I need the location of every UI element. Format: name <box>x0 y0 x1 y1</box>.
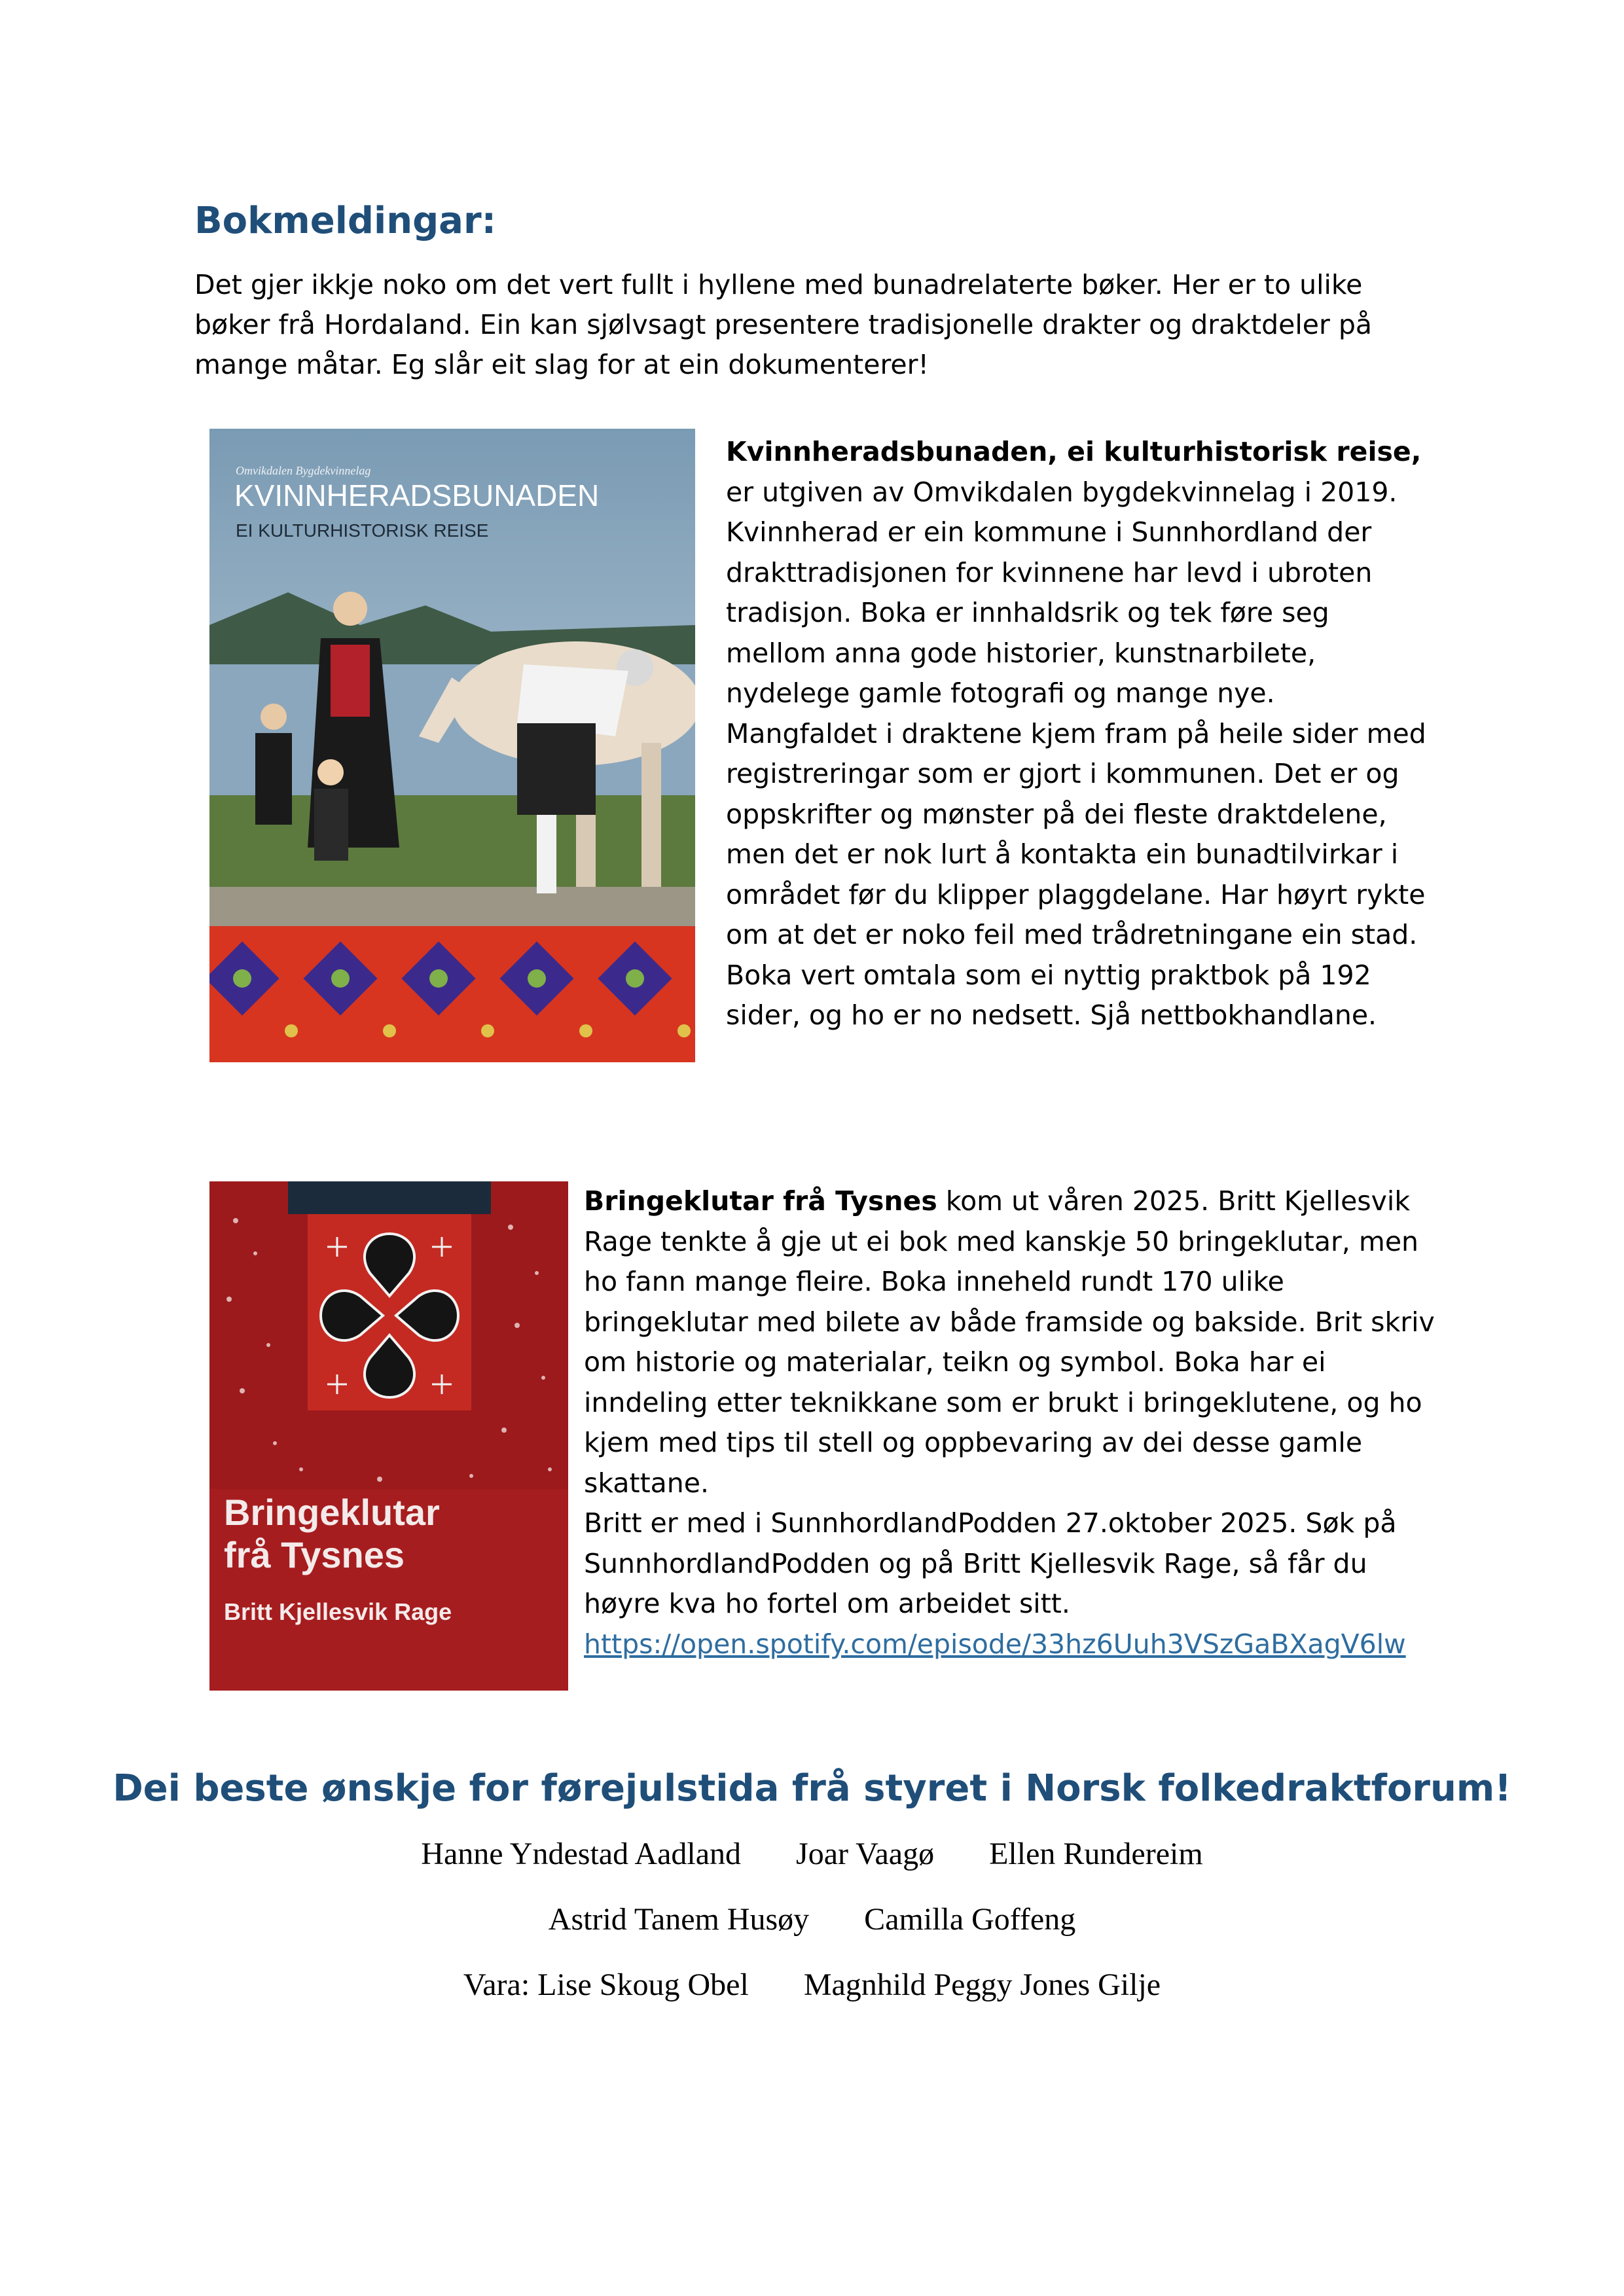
book-cover-bringeklutar <box>209 1181 568 1691</box>
board-row-1 <box>0 1836 1624 1872</box>
board-member: Ellen Rundereim <box>989 1837 1203 1871</box>
cover-illustration <box>209 1181 568 1691</box>
cover-illustration <box>209 429 695 1062</box>
intro-paragraph: Det gjer ikkje noko om det vert fullt i hyllene med bunadrelaterte bøker. Her er to ulike bøker frå Hordaland. Ein kan sjølvsagt presentere tradisjonelle drakter og draktdeler på mange måtar. Eg slår eit slag for at ein dokumenterer! <box>194 269 1372 380</box>
cover-author: Britt Kjellesvik Rage <box>224 1598 452 1625</box>
cover-title-line2: frå Tysnes <box>224 1534 405 1575</box>
section-heading: Bokmeldingar: <box>194 200 496 242</box>
review-kvinnheradsbunaden <box>726 432 1433 1036</box>
cover-title-line1: Bringeklutar <box>224 1492 440 1533</box>
board-member: Joar Vaagø <box>796 1837 935 1871</box>
board-row-3 <box>0 1967 1624 2003</box>
book-title: Kvinnheradsbunaden, ei kulturhistorisk reise, <box>726 436 1422 467</box>
board-row-2 <box>0 1901 1624 1937</box>
board-member: Vara: Lise Skoug Obel <box>463 1967 749 2002</box>
greeting-heading: Dei beste ønskje for førejulstida frå styret i Norsk folkedraktforum! <box>113 1767 1511 1810</box>
review-text: kom ut våren 2025. Britt Kjellesvik Rage tenkte å gje ut ei bok med kanskje 50 bringeklutar, men ho fann mange fleire. Boka inneheld rundt 170 ulike bringeklutar med bilete av både framside og bakside. Brit skriv om historie og materialar, teikn og symbol. Boka har ei inndeling etter teknikkane som er brukt i bringeklutene, og ho kjem med tips til stell og oppbevaring av dei desse gamle skattane. <box>584 1185 1435 1499</box>
board-member: Camilla Goffeng <box>864 1902 1076 1937</box>
cover-subtitle: EI KULTURHISTORISK REISE <box>236 520 489 541</box>
podcast-text: Britt er med i SunnhordlandPodden 27.oktober 2025. Søk på SunnhordlandPodden og på Britt Kjellesvik Rage, så får du høyre kva ho fortel om arbeidet sitt. <box>584 1507 1397 1619</box>
book-title: Bringeklutar frå Tysnes <box>584 1185 937 1217</box>
board-member: Hanne Yndestad Aadland <box>421 1837 742 1871</box>
review-bringeklutar <box>584 1181 1435 1664</box>
review-text: er utgiven av Omvikdalen bygdekvinnelag i 2019. Kvinnherad er ein kommune i Sunnhordland der drakttradisjonen for kvinnene har levd i ubroten tradisjon. Boka er innhaldsrik og tek føre seg mellom anna gode historier, kunstnarbilete, nydelege gamle fotografi og mange nye. Mangfaldet i draktene kjem fram på heile sider med registreringar som er gjort i kommunen. Det er og oppskrifter og mønster på dei fleste draktdelene, men det er nok lurt å kontakta ein bunadtilvirkar i området før du klipper plaggdelane. Har høyrt rykte om at det er noko feil med trådretningane ein stad. Boka vert omtala som ei nyttig praktbok på 192 sider, og ho er no nedsett. Sjå nettbokhandlane. <box>726 476 1426 1031</box>
book-cover-kvinnheradsbunaden <box>209 429 695 1062</box>
board-member: Magnhild Peggy Jones Gilje <box>803 1967 1161 2002</box>
cover-title: KVINNHERADSBUNADEN <box>234 478 600 512</box>
board-member: Astrid Tanem Husøy <box>548 1902 810 1937</box>
spotify-link[interactable]: https://open.spotify.com/episode/33hz6Uuh3VSzGaBXagV6lw <box>584 1628 1406 1660</box>
cover-publisher: Omvikdalen Bygdekvinnelag <box>236 464 371 477</box>
